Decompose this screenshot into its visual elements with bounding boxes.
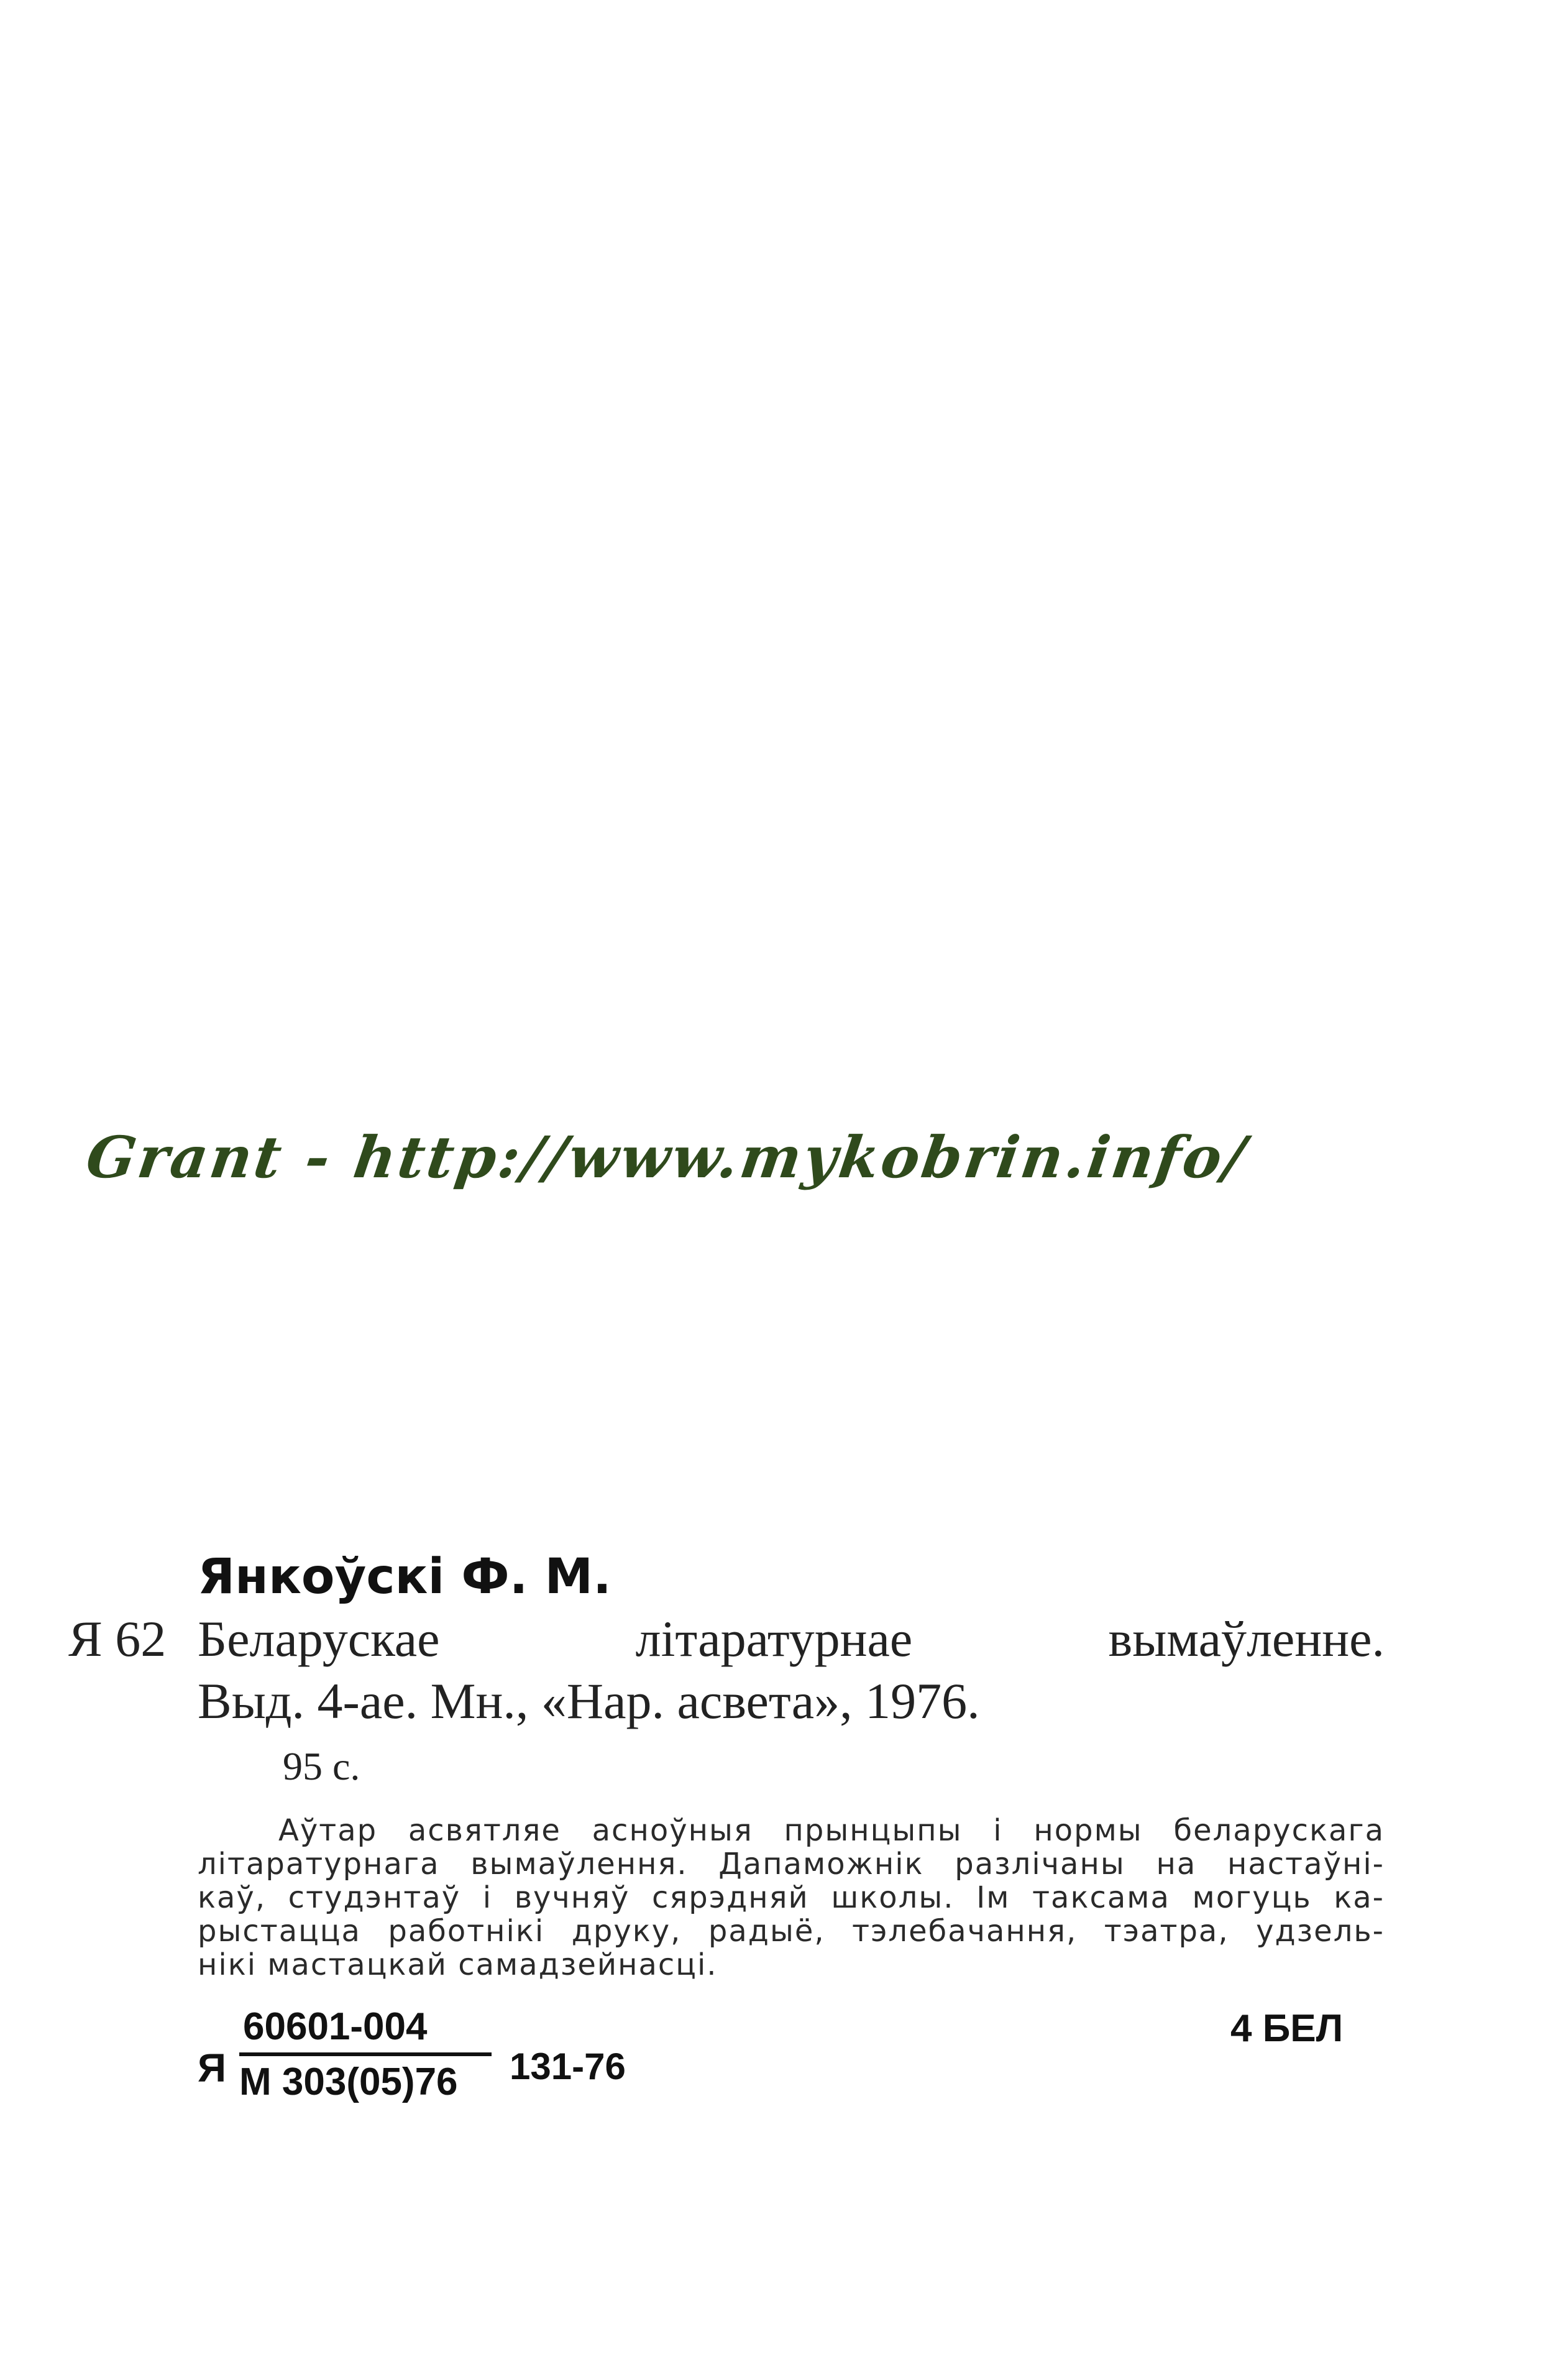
edition-info: Выд. 4-ае. Мн., «Нар. асвета», 1976. — [198, 1673, 980, 1729]
index-fraction — [239, 2005, 492, 2104]
annotation-line: Аўтар асвятляе асноўныя прынцыпы і нормы беларускага — [278, 1813, 1385, 1848]
book-title: Беларускае літаратурнае вымаўленне. — [198, 1610, 1385, 1667]
page-count: 95 с. — [283, 1744, 360, 1788]
index-denominator: М 303(05)76 — [239, 2061, 458, 2103]
annotation-line: літаратурнага вымаўлення. Дапаможнік разлічаны на настаўні- — [198, 1847, 1385, 1881]
call-number: Я 62 — [68, 1610, 167, 1667]
annotation-line: нікі мастацкай самадзейнасці. — [198, 1947, 718, 1982]
annotation-line: рыстацца работнікі друку, радыё, тэлебачання, тэатра, удзель- — [198, 1914, 1385, 1949]
index-numerator: 60601-004 — [239, 2005, 492, 2056]
index-prefix: Я — [198, 2046, 226, 2090]
annotation — [198, 1814, 1385, 1982]
annotation-line: каў, студэнтаў і вучняў сярэдняй школы. Ім таксама могуць ка- — [198, 1880, 1385, 1915]
index-suffix: 131-76 — [510, 2046, 626, 2087]
price-code: 4 БЕЛ — [1230, 2007, 1344, 2050]
author-name: Янкоўскі Ф. М. — [198, 1549, 611, 1605]
watermark-url: Grant - http://www.mykobrin.info/ — [82, 1124, 1252, 1191]
